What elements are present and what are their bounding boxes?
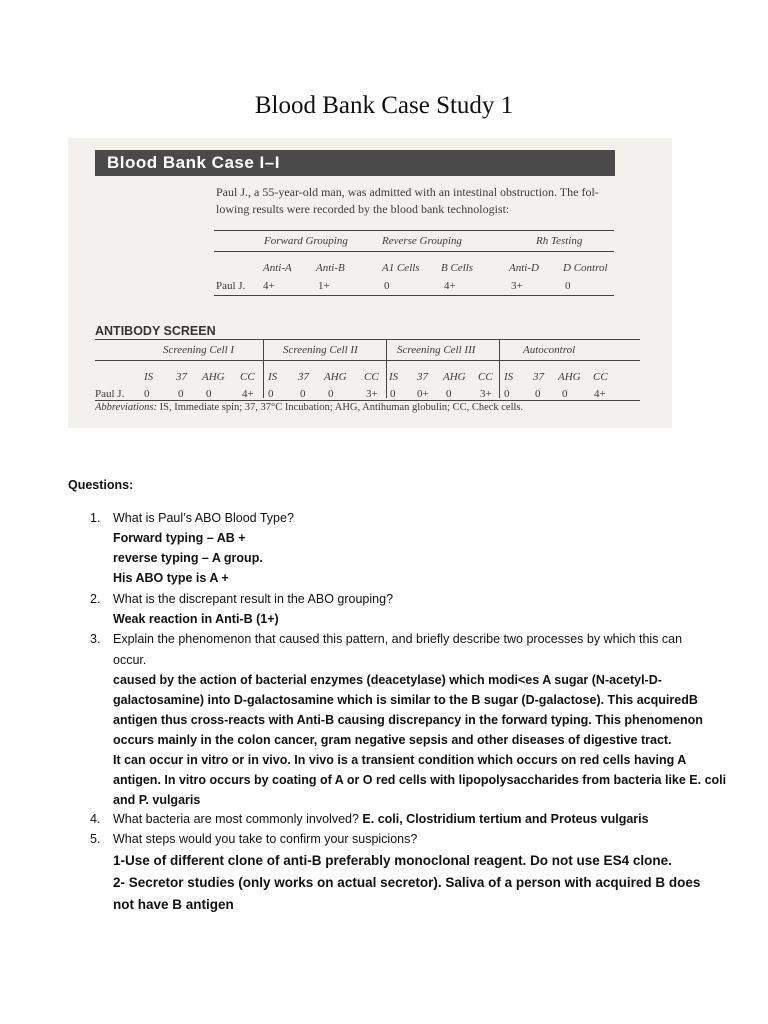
table-cell: 3+ [480, 388, 492, 400]
phase-header: AHG [202, 371, 225, 383]
case-intro [216, 184, 616, 218]
question-text: Explain the phenomenon that caused this pattern, and briefly describe two processes by which this can [113, 632, 683, 646]
answer-line: occurs mainly in the colon cancer, gram negative sepsis and other diseases of digestive tract. [113, 733, 672, 747]
column-divider [499, 339, 500, 398]
question-text: What is Paul’s ABO Blood Type? [113, 511, 294, 525]
phase-header: 37 [176, 371, 187, 383]
intro-line: Paul J., a 55-year-old man, was admitted with an intestinal obstruction. The fol- [216, 185, 599, 199]
table-cell: 0 [565, 280, 571, 292]
phase-header: IS [389, 371, 399, 383]
table-cell: 1+ [318, 280, 330, 292]
abbreviations [95, 402, 523, 413]
answer-line: Weak reaction in Anti-B (1+) [113, 612, 279, 626]
table-cell: 0 [328, 388, 334, 400]
phase-header: 37 [533, 371, 544, 383]
item-number: 5. [90, 832, 101, 846]
case-heading: Blood Bank Case I–I [95, 150, 615, 176]
answer-line: caused by the action of bacterial enzymes (deacetylase) which modi<es A sugar (N-acetyl-D- [113, 673, 662, 687]
phase-header: IS [144, 371, 154, 383]
item-number: 1. [90, 511, 101, 525]
group-header: Forward Grouping [264, 235, 348, 247]
table-cell: 0 [268, 388, 274, 400]
questions-label: Questions: [68, 478, 134, 492]
group-header: Reverse Grouping [382, 235, 462, 247]
group-header: Screening Cell I [163, 344, 235, 356]
phase-header: AHG [443, 371, 466, 383]
answer-line: not have B antigen [113, 897, 234, 912]
table-cell: 0 [390, 388, 396, 400]
answer-line: and P. vulgaris [113, 793, 201, 807]
answer-line: galactosamine) into D-galactosamine which is similar to the B sugar (D-galactose). This acquiredB [113, 693, 698, 707]
group-header: Screening Cell II [283, 344, 358, 356]
case-figure [68, 138, 672, 428]
phase-header: IS [268, 371, 278, 383]
column-divider [386, 339, 387, 398]
answer-line: His ABO type is A + [113, 571, 229, 585]
item-number: 2. [90, 592, 101, 606]
column-header: D Control [563, 262, 608, 274]
table-rule [95, 339, 640, 340]
screen-title: ANTIBODY SCREEN [95, 324, 216, 338]
column-divider [263, 339, 264, 398]
table-cell: 3+ [511, 280, 523, 292]
column-header: A1 Cells [382, 262, 420, 274]
table-rule [214, 295, 614, 296]
phase-header: 37 [298, 371, 309, 383]
answer-line: Forward typing – AB + [113, 531, 246, 545]
table-cell: 0 [562, 388, 568, 400]
question-text: What bacteria are most commonly involved? [113, 812, 359, 826]
answer-line: 2- Secretor studies (only works on actual secretor). Saliva of a person with acquired B does [113, 875, 701, 890]
answer-line: 1-Use of different clone of anti-B preferably monoclonal reagent. Do not use ES4 clone. [113, 853, 672, 868]
column-header: Anti-A [263, 262, 292, 274]
phase-header: 37 [417, 371, 428, 383]
item-number: 4. [90, 812, 101, 826]
phase-header: AHG [558, 371, 581, 383]
phase-header: CC [478, 371, 493, 383]
row-label: Paul J. [216, 280, 246, 292]
table-cell: 0 [535, 388, 541, 400]
question-line [113, 812, 649, 826]
table-rule [214, 251, 614, 252]
phase-header: CC [364, 371, 379, 383]
table-cell: 4+ [242, 388, 254, 400]
table-rule [95, 360, 640, 361]
intro-line: lowing results were recorded by the blood bank technologist: [216, 202, 510, 216]
question-text: What is the discrepant result in the ABO grouping? [113, 592, 394, 606]
item-number: 3. [90, 632, 101, 646]
column-header: Anti-B [316, 262, 345, 274]
answer-line: antigen thus cross-reacts with Anti-B causing discrepancy in the forward typing. This phenomenon [113, 713, 703, 727]
abbrev-label: Abbreviations: [95, 402, 158, 413]
row-label: Paul J. [95, 388, 125, 400]
column-header: B Cells [441, 262, 474, 274]
abbrev-text: IS, Immediate spin; 37, 37°C Incubation; AHG, Antihuman globulin; CC, Check cells. [159, 402, 524, 413]
answer-line: It can occur in vitro or in vivo. In vivo is a transient condition which occurs on red cells having A [113, 753, 687, 767]
table-cell: 0 [446, 388, 452, 400]
phase-header: CC [593, 371, 608, 383]
page-title: Blood Bank Case Study 1 [254, 92, 514, 119]
question-text: What steps would you take to confirm your suspicions? [113, 832, 418, 846]
table-cell: 0+ [417, 388, 429, 400]
table-rule [95, 400, 640, 401]
table-cell: 0 [144, 388, 150, 400]
group-header: Rh Testing [536, 235, 583, 247]
table-cell: 4+ [263, 280, 275, 292]
table-cell: 0 [178, 388, 184, 400]
column-header: Anti-D [509, 262, 539, 274]
inline-answer: E. coli, Clostridium tertium and Proteus vulgaris [362, 812, 649, 826]
table-cell: 0 [384, 280, 390, 292]
phase-header: AHG [324, 371, 347, 383]
table-cell: 0 [206, 388, 212, 400]
phase-header: IS [504, 371, 514, 383]
table-cell: 0 [300, 388, 306, 400]
table-cell: 4+ [444, 280, 456, 292]
table-cell: 3+ [366, 388, 378, 400]
question-text: occur. [113, 653, 147, 667]
answer-line: reverse typing – A group. [113, 551, 263, 565]
table-cell: 4+ [594, 388, 606, 400]
table-rule [214, 230, 614, 231]
group-header: Screening Cell III [397, 344, 476, 356]
table-cell: 0 [504, 388, 510, 400]
answer-line: antigen. In vitro occurs by coating of A or O red cells with lipopolysaccharides from bacteria like E. coli [113, 773, 727, 787]
phase-header: CC [240, 371, 255, 383]
group-header: Autocontrol [523, 344, 576, 356]
